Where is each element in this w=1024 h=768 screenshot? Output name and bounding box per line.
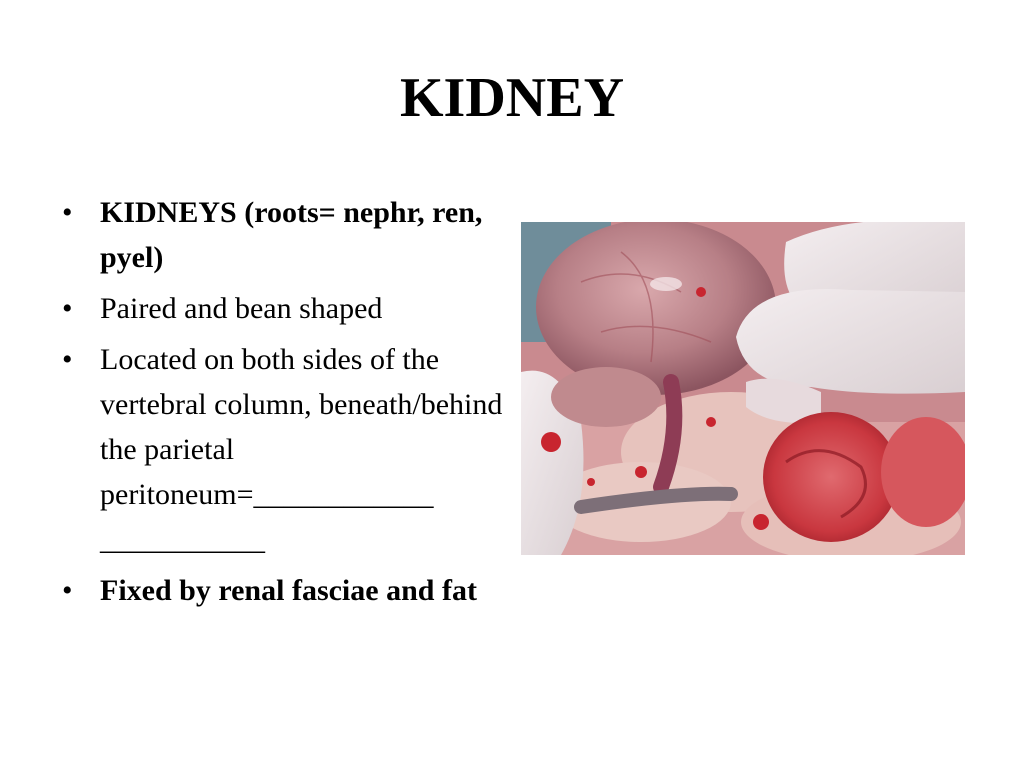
bullet-dot-icon: •: [62, 196, 73, 229]
bullet-text: KIDNEYS (roots= nephr, ren, pyel): [100, 196, 483, 274]
kidney-photo-image: [521, 222, 965, 555]
bullet-list: [62, 190, 532, 619]
bullet-dot-icon: •: [62, 343, 73, 376]
bullet-text: Paired and bean shaped: [100, 292, 383, 325]
bullet-item-paired: [62, 286, 532, 331]
slide-title: KIDNEY: [399, 67, 625, 129]
bullet-text: Fixed by renal fasciae and fat: [100, 574, 477, 607]
bullet-dot-icon: •: [62, 574, 73, 607]
bullet-item-fixed-by: [62, 568, 532, 613]
bullet-item-location: [62, 337, 532, 562]
bullet-dot-icon: •: [62, 292, 73, 325]
bullet-item-kidneys-roots: [62, 190, 532, 280]
bullet-text: Located on both sides of the vertebral column, beneath/behind the parietal peritoneum=____________: [100, 343, 503, 511]
kidney-photo: [521, 222, 965, 555]
fill-in-blank: ___________: [100, 523, 265, 556]
